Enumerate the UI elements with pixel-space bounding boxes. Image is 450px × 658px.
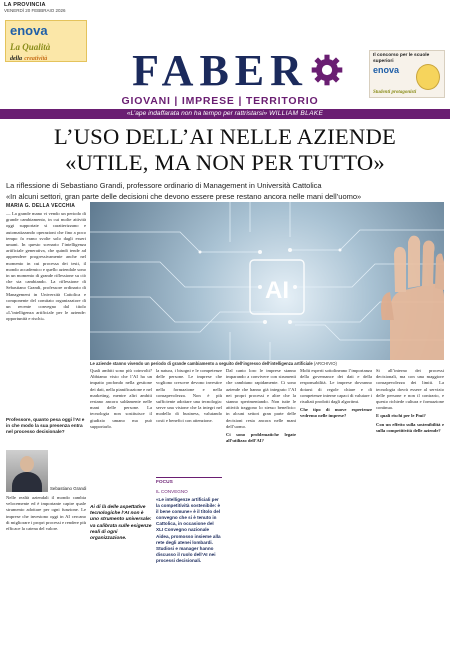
column-6-text bbox=[376, 368, 444, 658]
column-1-text bbox=[6, 211, 86, 415]
right-logo-sub: Studenti protagonisti bbox=[373, 90, 417, 95]
photo-shoulders bbox=[12, 472, 42, 492]
focus-label: FOCUS bbox=[156, 480, 173, 485]
byline: MARIA G. DELLA VECCHIA bbox=[6, 203, 76, 209]
issue-date: VENERDÌ 20 FEBBRAIO 2026 bbox=[4, 8, 66, 13]
column-1-body: — La grande mano vi vendo un periodo di grande cambiamento, in cui molte attività oggi supportate si caratterizzano e automatizzando operazioni che fino a poco tempo fa erano svolte solo dagli esseri umani. In questo scenario l’intelligenza artificiale generativa, che quindi tende ad apprendere progressivamente anche nel momento in cui processa dei testi, il mondo accademico e quello aziendale sono in un momento di grande riflessione su ciò che sta cambiando. La riflessione di Sebastiano Grandi, professore ordinario di Management in Università Cattolica e componente del comitato organizzatore di un recente convegno dal titolo «L’intelligenza artificiale per le aziende: opportunità e rischi». bbox=[6, 211, 86, 322]
headline-line-1: L’USO DELL’AI NELLE AZIENDE bbox=[54, 124, 396, 149]
left-logo-qualita: Qualità bbox=[22, 42, 51, 52]
hero-image bbox=[90, 202, 444, 360]
ai-chip-label: AI bbox=[265, 277, 289, 304]
column-2-body: Quali ambiti sono più coinvolti? Abbiamo visto che l’AI ha un impatto profondo nella gestione dei dati, nella pianificazione e nel marketing, mentre altri ambiti restano ancora saldamente nelle mani delle persone. La tecnologia non sostituisce il giudizio umano ma può supportarlo. bbox=[90, 368, 152, 429]
column-5-question: Che tipo di nuove esperienze vedremo nelle imprese? bbox=[300, 407, 372, 419]
masthead-sections: GIOVANI | IMPRESE | TERRITORIO bbox=[121, 95, 319, 107]
column-4-text bbox=[226, 368, 296, 658]
left-logo-della: della bbox=[10, 56, 22, 62]
lightbulb-icon bbox=[416, 64, 440, 90]
left-logo-brand: enova bbox=[10, 23, 48, 38]
column-1b-text bbox=[6, 495, 86, 655]
masthead-title bbox=[90, 48, 350, 94]
column-3-text bbox=[156, 368, 222, 476]
column-5-body: Molti esperti sottolineano l’importanza della governance dei dati e della responsabilità. Le imprese dovranno dotarsi di regole chiare e di competenze interne capaci di valutare i risultati prodotti dagli algoritmi. bbox=[300, 368, 372, 405]
right-logo-brand: enova bbox=[373, 65, 400, 75]
deck-line-1: La riflessione di Sebastiano Grandi, professore ordinario di Management in Università Cattolica bbox=[6, 181, 322, 190]
subheadline bbox=[6, 180, 446, 202]
focus-box bbox=[156, 477, 222, 617]
image-caption-text: Le aziende stanno vivendo un periodo di grande cambiamento a seguito dell’ingresso dell’intelligenza artificiale bbox=[90, 361, 313, 366]
column-3-body: la natura, i bisogni e le competenze delle persone. Le imprese che vogliono crescere devono investire nella formazione e nella consapevolezza. Non è più sufficiente adottare una tecnologia: serve una visione che la integri nel modello di business, valutando costi e benefici con attenzione. bbox=[156, 368, 222, 423]
column-6-body: Si all’interno dei processi decisionali, ma con una maggiore consapevolezza dei limiti. La tecnologia dovrà essere al servizio delle persone e non il contrario, e questo richiede cultura e formazione continua. bbox=[376, 368, 444, 411]
quote-text: «L’ape indaffarata non ha tempo per rattristarsi» bbox=[126, 110, 268, 117]
gear-icon bbox=[310, 53, 344, 87]
photo-head bbox=[20, 456, 34, 472]
image-caption bbox=[90, 361, 444, 366]
left-logo-la: La bbox=[10, 42, 20, 52]
right-sponsor-logo bbox=[369, 50, 445, 98]
column-5-text bbox=[300, 368, 372, 658]
headline bbox=[0, 124, 450, 176]
focus-text: «Le intelligenze artificiali per la competitività sostenibile: è il bene comune» è il titolo del convegno che si è tenuto in Cattolica, in occasione del XLI Convegno nazionale Aidea, promosso insieme alla rete degli atenei lombardi. Studiosi e manager hanno discusso il ruolo dell’AI nei processi decisionali. bbox=[156, 497, 221, 563]
column-4-body: Dal canto loro le imprese stanno imparando a convivere con strumenti che cambiano rapidamente. Ci sono aziende che hanno già integrato l’AI nei propri processi e altre che la stanno sperimentando. Non tutte le attività traggono lo stesso beneficio: in alcuni settori gran parte delle decisioni resta ancora nelle mani dell’uomo. bbox=[226, 368, 296, 429]
headline-line-2: «UTILE, MA NON PER TUTTO» bbox=[65, 150, 385, 175]
quote-author: WILLIAM BLAKE bbox=[269, 110, 324, 117]
left-logo-tagline bbox=[10, 42, 50, 62]
column-6-question-1: E quali rischi per le Pmi? bbox=[376, 413, 426, 419]
column-1b-body: Nelle realtà aziendali il mondo cambia velocemente ed è importante capire quale strumento adottare per ogni funzione. Le imprese che investono oggi in AI cercano di migliorare i propri processi e rendere più efficace la catena del valore. bbox=[6, 495, 86, 532]
left-sponsor-logo bbox=[5, 20, 87, 62]
deck-line-2: «In alcuni settori, gran parte delle decisioni che devono essere prese restano ancora nelle mani dell’uomo» bbox=[6, 192, 362, 201]
image-credit: (ARCHIVIO) bbox=[313, 361, 337, 366]
photo-caption: Sebastiano Grandi bbox=[50, 486, 87, 491]
column-6-question-2: Con un effetto sulla sostenibilità e sulla competitività delle aziende? bbox=[376, 421, 444, 433]
pull-quote: Ai di là delle aspettative tecnologiche l’AI non è uno strumento universale: va calibrata sulle esigenze reali di ogni organizzazione. bbox=[90, 505, 152, 542]
right-logo-title: Il concorso per le scuole superiori bbox=[373, 53, 430, 64]
masthead-top bbox=[4, 2, 66, 13]
circuit-illustration bbox=[90, 202, 444, 360]
interview-question: Professore, quanto pesa oggi l’AI e in che modo la sua presenza entra nel processo decisionale? bbox=[6, 417, 85, 434]
left-logo-creativita: creatività bbox=[24, 56, 48, 62]
focus-title: IL CONVEGNO bbox=[156, 489, 188, 494]
faber-wordmark: FABER bbox=[132, 46, 308, 95]
quote-bar bbox=[0, 109, 450, 119]
column-4-question: Ci sono problematiche legate all’utilizzo dell’AI? bbox=[226, 432, 296, 444]
author-photo bbox=[6, 450, 48, 492]
newspaper-name: LA PROVINCIA bbox=[4, 2, 46, 8]
